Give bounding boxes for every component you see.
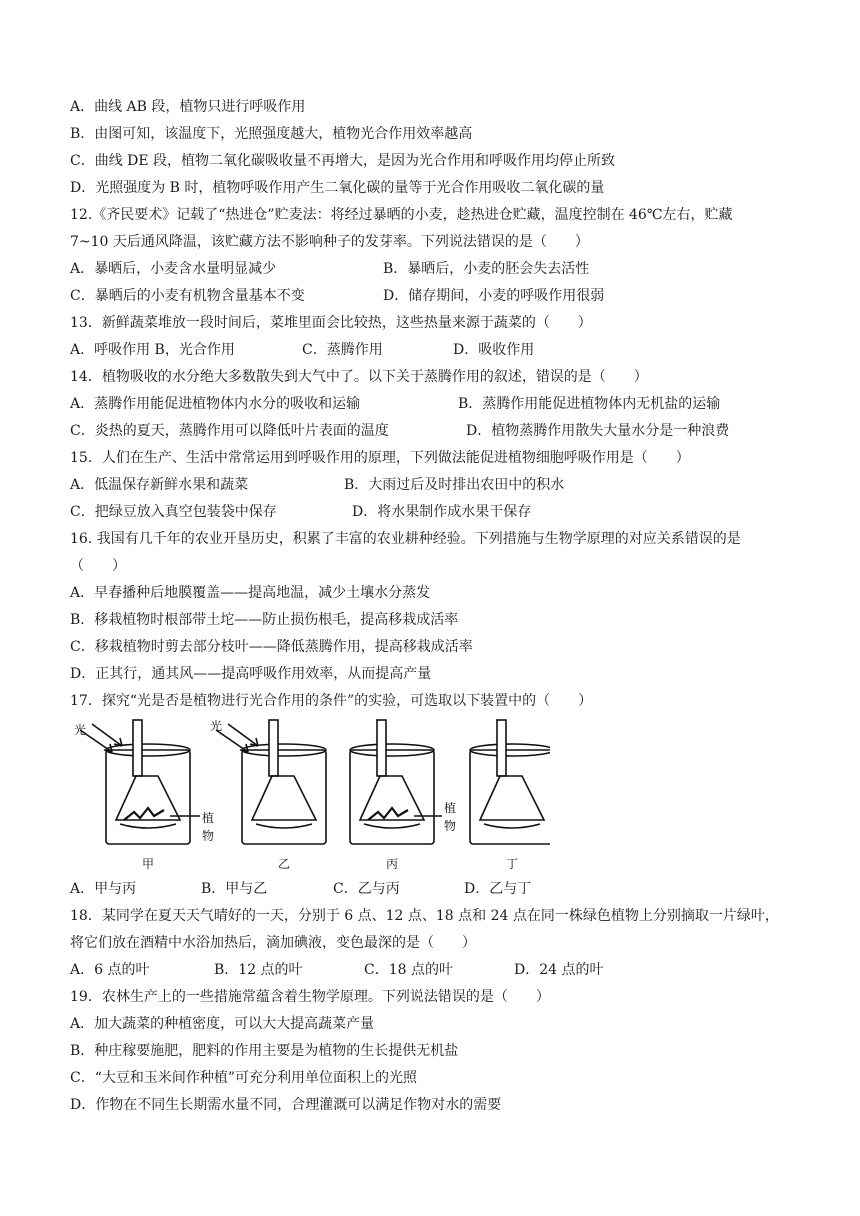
light-label-2: 光	[210, 719, 223, 733]
jar-yi	[216, 720, 326, 844]
jar-label-yi: 乙	[278, 857, 291, 871]
q16-option-c: C．移栽植物时剪去部分枝叶——降低蒸腾作用，提高移栽成活率	[70, 639, 473, 655]
plant-label-2a: 植	[444, 801, 457, 815]
q18-stem-line2: 将它们放在酒精中水浴加热后，滴加碘液，变色最深的是（ ）	[70, 935, 476, 951]
q12-stem-line2: 7~10 天后通风降温，该贮藏方法不影响种子的发芽率。下列说法错误的是（ ）	[70, 234, 589, 250]
q11-option-d: D．光照强度为 B 时，植物呼吸作用产生二氧化碳的量等于光合作用吸收二氧化碳的量	[70, 180, 605, 196]
q16-option-b: B．移栽植物时根部带土坨——防止损伤根毛，提高移栽成活率	[70, 612, 459, 628]
q15-option-b: B．大雨过后及时排出农田中的积水	[344, 477, 565, 493]
q11-option-a: A．曲线 AB 段，植物只进行呼吸作用	[70, 99, 306, 115]
q17-option-d: D．乙与丁	[464, 881, 532, 897]
q17-stem: 17．探究“光是否是植物进行光合作用的条件”的实验，可选取以下装置中的（ ）	[70, 693, 593, 709]
jar-label-bing: 丙	[386, 857, 399, 871]
plant-label-1b: 物	[202, 829, 215, 843]
jar-ding	[470, 720, 550, 844]
plant-label-1a: 植	[202, 811, 215, 825]
q12-option-b: B．暴晒后，小麦的胚会失去活性	[383, 261, 590, 277]
q19-option-a: A．加大蔬菜的种植密度，可以大大提高蔬菜产量	[70, 1016, 375, 1032]
jar-jia	[80, 720, 200, 844]
q15-option-a: A．低温保存新鲜水果和蔬菜	[70, 477, 249, 493]
q11-option-c: C．曲线 DE 段，植物二氧化碳吸收量不再增大，是因为光合作用和呼吸作用均停止所致	[70, 153, 616, 169]
apparatus-diagram	[70, 716, 550, 876]
q12-option-c: C．暴晒后的小麦有机物含量基本不变	[70, 288, 305, 304]
q18-option-b: B．12 点的叶	[214, 962, 303, 978]
q19-option-d: D．作物在不同生长期需水量不同，合理灌溉可以满足作物对水的需要	[70, 1097, 502, 1113]
q18-stem-line1: 18．某同学在夏天天气晴好的一天，分别于 6 点、12 点、18 点和 24 点在同一株绿色植物上分别摘取一片绿叶，	[70, 908, 779, 924]
q13-stem: 13．新鲜蔬菜堆放一段时间后，菜堆里面会比较热，这些热量来源于蔬菜的（ ）	[70, 315, 592, 331]
q12-stem-line1: 12.《齐民要术》记载了“热进仓”贮麦法：将经过暴晒的小麦，趁热进仓贮藏，温度控制在 46℃左右，贮藏	[70, 207, 733, 223]
q15-option-c: C．把绿豆放入真空包装袋中保存	[70, 504, 277, 520]
q12-option-a: A．暴晒后，小麦含水量明显减少	[70, 261, 277, 277]
q15-option-d: D．将水果制作成水果干保存	[352, 504, 532, 520]
q18-option-c: C．18 点的叶	[364, 962, 453, 978]
q19-stem: 19．农林生产上的一些措施常蕴含着生物学原理。下列说法错误的是（ ）	[70, 989, 550, 1005]
q17-apparatus-figure	[70, 716, 550, 876]
q13-option-c: C．蒸腾作用	[302, 342, 383, 358]
q15-stem: 15．人们在生产、生活中常常运用到呼吸作用的原理，下列做法能促进植物细胞呼吸作用是（ ）	[70, 450, 690, 466]
q16-stem-line2: （ ）	[70, 558, 126, 574]
q14-option-d: D．植物蒸腾作用散失大量水分是一种浪费	[466, 423, 730, 439]
q13-option-d: D．吸收作用	[453, 342, 535, 358]
plant-label-2b: 物	[444, 819, 457, 833]
q19-option-c: C．“大豆和玉米间作种植”可充分利用单位面积上的光照	[70, 1070, 418, 1086]
q16-option-a: A．早春播种后地膜覆盖——提高地温，减少土壤水分蒸发	[70, 585, 431, 601]
jar-bing	[350, 720, 442, 844]
q18-option-d: D．24 点的叶	[514, 962, 604, 978]
q16-stem-line1: 16. 我国有几千年的农业开垦历史，积累了丰富的农业耕种经验。下列措施与生物学原理的对应关系错误的是	[70, 531, 741, 547]
q12-option-d: D．储存期间，小麦的呼吸作用很弱	[383, 288, 605, 304]
q16-option-d: D．正其行，通其风——提高呼吸作用效率，从而提高产量	[70, 666, 432, 682]
jar-label-ding: 丁	[506, 857, 519, 871]
q17-option-c: C．乙与丙	[333, 881, 400, 897]
jar-label-jia: 甲	[142, 857, 155, 871]
q14-option-b: B．蒸腾作用能促进植物体内无机盐的运输	[458, 396, 721, 412]
q14-stem: 14．植物吸收的水分绝大多数散失到大气中了。以下关于蒸腾作用的叙述，错误的是（ ）	[70, 369, 648, 385]
q17-option-b: B．甲与乙	[201, 881, 268, 897]
q18-option-a: A．6 点的叶	[70, 962, 150, 978]
q17-option-a: A．甲与丙	[70, 881, 137, 897]
q13-option-a: A．呼吸作用 B，光合作用	[70, 342, 235, 358]
q11-option-b: B．由图可知，该温度下，光照强度越大，植物光合作用效率越高	[70, 126, 473, 142]
q19-option-b: B．种庄稼要施肥，肥料的作用主要是为植物的生长提供无机盐	[70, 1043, 459, 1059]
q14-option-a: A．蒸腾作用能促进植物体内水分的吸收和运输	[70, 396, 361, 412]
q14-option-c: C．炎热的夏天，蒸腾作用可以降低叶片表面的温度	[70, 423, 389, 439]
light-label-1: 光	[74, 723, 87, 737]
